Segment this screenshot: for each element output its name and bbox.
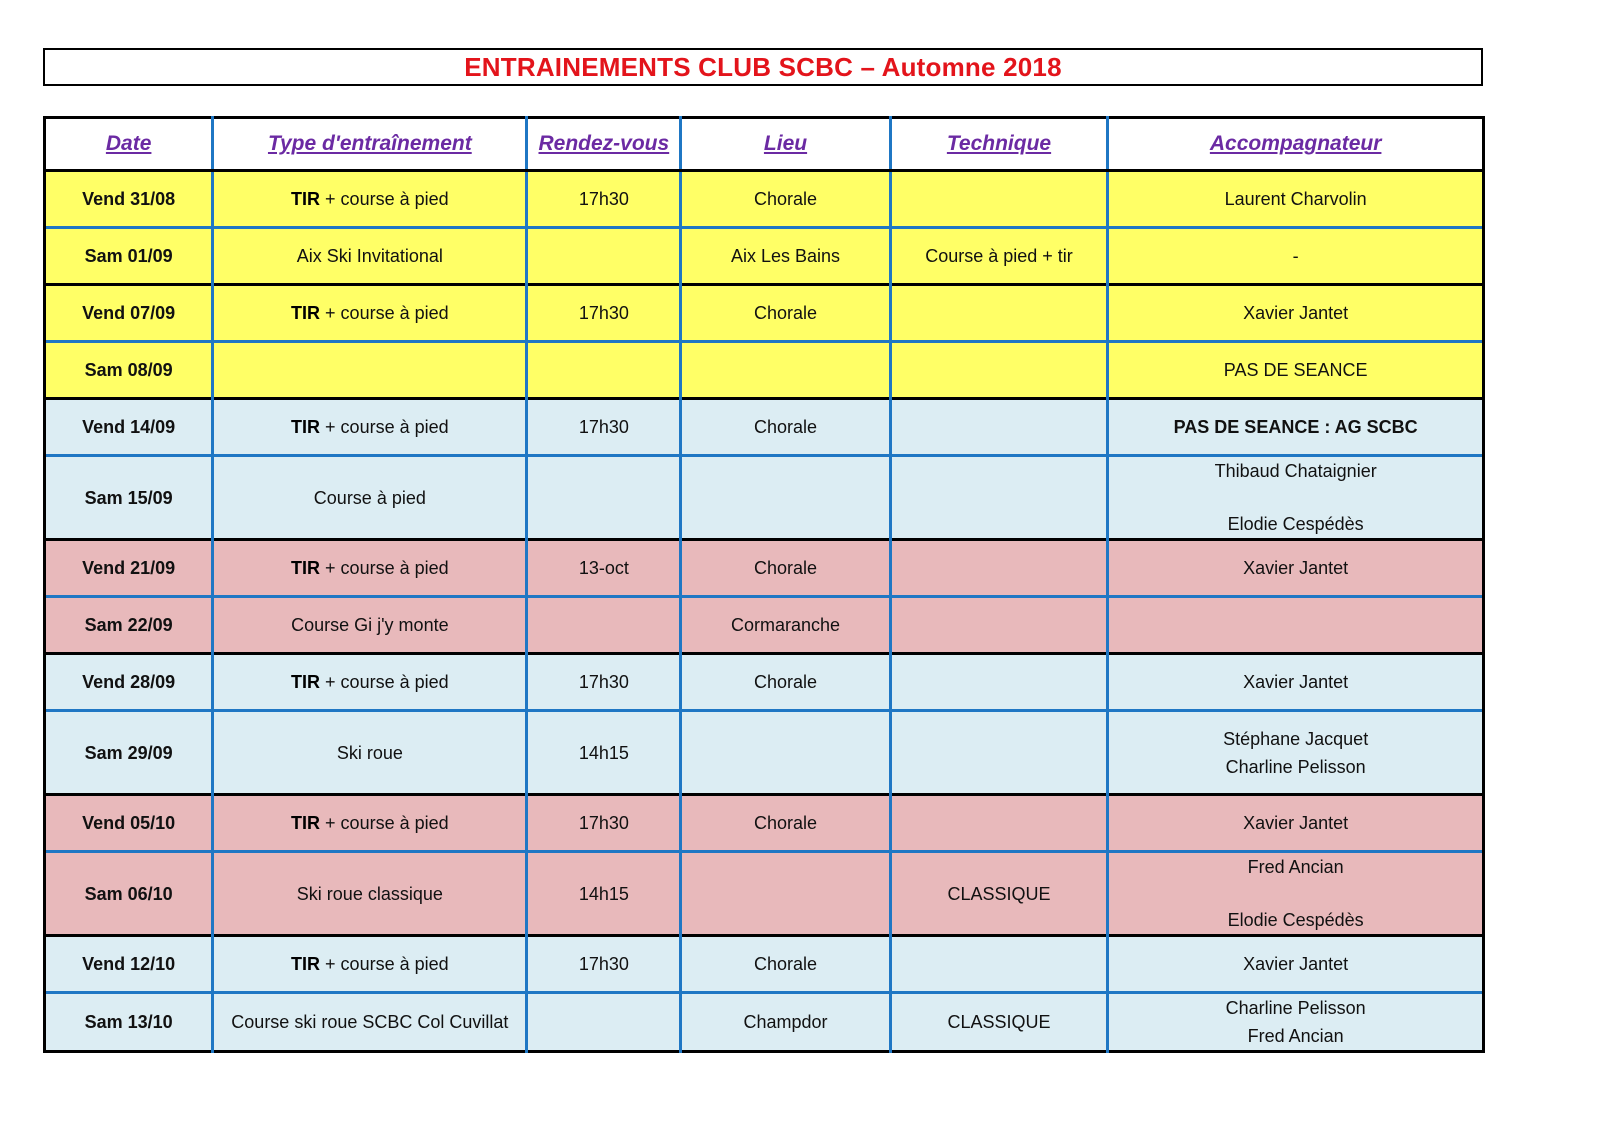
accomp-name: Elodie Cespédès <box>1227 514 1364 534</box>
date-cell: Sam 29/09 <box>45 711 213 795</box>
table-row <box>45 597 1484 654</box>
accomp-name: Stéphane Jacquet <box>1223 728 1369 749</box>
type-cell: Course Gi j'y monte <box>213 597 527 654</box>
header-rendez-vous: Rendez-vous <box>527 118 681 171</box>
type-cell <box>213 399 527 456</box>
accomp-list <box>1115 994 1476 1050</box>
date-cell: Vend 28/09 <box>45 654 213 711</box>
header-type: Type d'entraînement <box>213 118 527 171</box>
type-cell <box>213 540 527 597</box>
table-row <box>45 399 1484 456</box>
table-row <box>45 711 1484 795</box>
table-row <box>45 654 1484 711</box>
accomp-cell: PAS DE SEANCE : AG SCBC <box>1108 399 1484 456</box>
rdv-cell <box>527 597 681 654</box>
page-title: ENTRAINEMENTS CLUB SCBC – Automne 2018 <box>464 51 1062 82</box>
tir-label: TIR <box>291 189 321 209</box>
table-row <box>45 852 1484 936</box>
header-technique: Technique <box>890 118 1108 171</box>
accomp-list <box>1115 853 1476 934</box>
table-row <box>45 456 1484 540</box>
type-cell <box>213 795 527 852</box>
table-row <box>45 285 1484 342</box>
lieu-cell: Chorale <box>681 399 890 456</box>
technique-cell <box>890 654 1108 711</box>
rdv-cell: 17h30 <box>527 285 681 342</box>
table-row <box>45 540 1484 597</box>
accomp-name: Elodie Cespédès <box>1227 910 1364 930</box>
date-cell: Sam 15/09 <box>45 456 213 540</box>
date-cell: Sam 22/09 <box>45 597 213 654</box>
lieu-cell <box>681 852 890 936</box>
lieu-cell: Chorale <box>681 540 890 597</box>
accomp-list <box>1115 712 1476 793</box>
date-cell: Sam 01/09 <box>45 228 213 285</box>
type-cell: Course ski roue SCBC Col Cuvillat <box>213 993 527 1052</box>
lieu-cell <box>681 456 890 540</box>
lieu-cell <box>681 711 890 795</box>
technique-cell <box>890 171 1108 228</box>
rdv-cell <box>527 456 681 540</box>
rdv-cell: 17h30 <box>527 399 681 456</box>
type-cell <box>213 171 527 228</box>
rdv-cell: 17h30 <box>527 171 681 228</box>
technique-cell <box>890 540 1108 597</box>
tir-label: TIR <box>291 303 321 323</box>
lieu-cell: Cormaranche <box>681 597 890 654</box>
type-rest: + course à pied <box>320 813 449 833</box>
table-row <box>45 171 1484 228</box>
header-row <box>45 118 1484 171</box>
technique-cell <box>890 456 1108 540</box>
type-cell <box>213 342 527 399</box>
table-row <box>45 342 1484 399</box>
rdv-cell: 14h15 <box>527 711 681 795</box>
accomp-cell <box>1108 852 1484 936</box>
lieu-cell: Chorale <box>681 936 890 993</box>
type-rest: + course à pied <box>320 303 449 323</box>
tir-label: TIR <box>291 954 321 974</box>
accomp-cell: - <box>1108 228 1484 285</box>
type-cell <box>213 285 527 342</box>
technique-cell: Course à pied + tir <box>890 228 1108 285</box>
accomp-name: Fred Ancian <box>1247 857 1344 877</box>
header-date: Date <box>45 118 213 171</box>
table-row <box>45 936 1484 993</box>
training-schedule-table <box>43 116 1485 1053</box>
accomp-cell <box>1108 597 1484 654</box>
accomp-cell <box>1108 711 1484 795</box>
technique-cell <box>890 399 1108 456</box>
lieu-cell: Aix Les Bains <box>681 228 890 285</box>
type-rest: + course à pied <box>320 558 449 578</box>
accomp-cell <box>1108 993 1484 1052</box>
title-box <box>43 48 1483 86</box>
accomp-name: Thibaud Chataignier <box>1214 461 1377 481</box>
type-cell <box>213 654 527 711</box>
rdv-cell: 17h30 <box>527 795 681 852</box>
accomp-cell: Xavier Jantet <box>1108 654 1484 711</box>
date-cell: Vend 31/08 <box>45 171 213 228</box>
technique-cell <box>890 936 1108 993</box>
accomp-cell: Laurent Charvolin <box>1108 171 1484 228</box>
date-cell: Vend 12/10 <box>45 936 213 993</box>
technique-cell <box>890 795 1108 852</box>
type-rest: + course à pied <box>320 954 449 974</box>
tir-label: TIR <box>291 417 321 437</box>
accomp-cell: Xavier Jantet <box>1108 285 1484 342</box>
date-cell: Vend 21/09 <box>45 540 213 597</box>
type-cell: Course à pied <box>213 456 527 540</box>
accomp-cell: Xavier Jantet <box>1108 540 1484 597</box>
lieu-cell <box>681 342 890 399</box>
accomp-cell: Xavier Jantet <box>1108 795 1484 852</box>
date-cell: Sam 08/09 <box>45 342 213 399</box>
lieu-cell: Chorale <box>681 654 890 711</box>
accomp-list <box>1115 457 1476 538</box>
type-cell: Ski roue <box>213 711 527 795</box>
accomp-cell: PAS DE SEANCE <box>1108 342 1484 399</box>
header-accompagnateur: Accompagnateur <box>1108 118 1484 171</box>
type-rest: + course à pied <box>320 672 449 692</box>
accomp-cell <box>1108 456 1484 540</box>
date-cell: Vend 07/09 <box>45 285 213 342</box>
tir-label: TIR <box>291 813 321 833</box>
type-cell: Ski roue classique <box>213 852 527 936</box>
rdv-cell: 13-oct <box>527 540 681 597</box>
lieu-cell: Chorale <box>681 171 890 228</box>
accomp-name: Fred Ancian <box>1247 1026 1344 1046</box>
rdv-cell: 17h30 <box>527 936 681 993</box>
lieu-cell: Champdor <box>681 993 890 1052</box>
lieu-cell: Chorale <box>681 285 890 342</box>
rdv-cell <box>527 993 681 1052</box>
table-row <box>45 795 1484 852</box>
accomp-name: Charline Pelisson <box>1225 756 1366 777</box>
lieu-cell: Chorale <box>681 795 890 852</box>
rdv-cell <box>527 228 681 285</box>
tir-label: TIR <box>291 558 321 578</box>
table-row <box>45 993 1484 1052</box>
tir-label: TIR <box>291 672 321 692</box>
date-cell: Vend 05/10 <box>45 795 213 852</box>
technique-cell <box>890 597 1108 654</box>
rdv-cell <box>527 342 681 399</box>
type-cell <box>213 936 527 993</box>
type-cell: Aix Ski Invitational <box>213 228 527 285</box>
date-cell: Sam 06/10 <box>45 852 213 936</box>
technique-cell <box>890 285 1108 342</box>
technique-cell: CLASSIQUE <box>890 993 1108 1052</box>
table-row <box>45 228 1484 285</box>
date-cell: Sam 13/10 <box>45 993 213 1052</box>
technique-cell: CLASSIQUE <box>890 852 1108 936</box>
type-rest: + course à pied <box>320 417 449 437</box>
date-cell: Vend 14/09 <box>45 399 213 456</box>
rdv-cell: 14h15 <box>527 852 681 936</box>
header-lieu: Lieu <box>681 118 890 171</box>
technique-cell <box>890 342 1108 399</box>
type-rest: + course à pied <box>320 189 449 209</box>
technique-cell <box>890 711 1108 795</box>
accomp-cell: Xavier Jantet <box>1108 936 1484 993</box>
rdv-cell: 17h30 <box>527 654 681 711</box>
accomp-name: Charline Pelisson <box>1225 998 1366 1018</box>
